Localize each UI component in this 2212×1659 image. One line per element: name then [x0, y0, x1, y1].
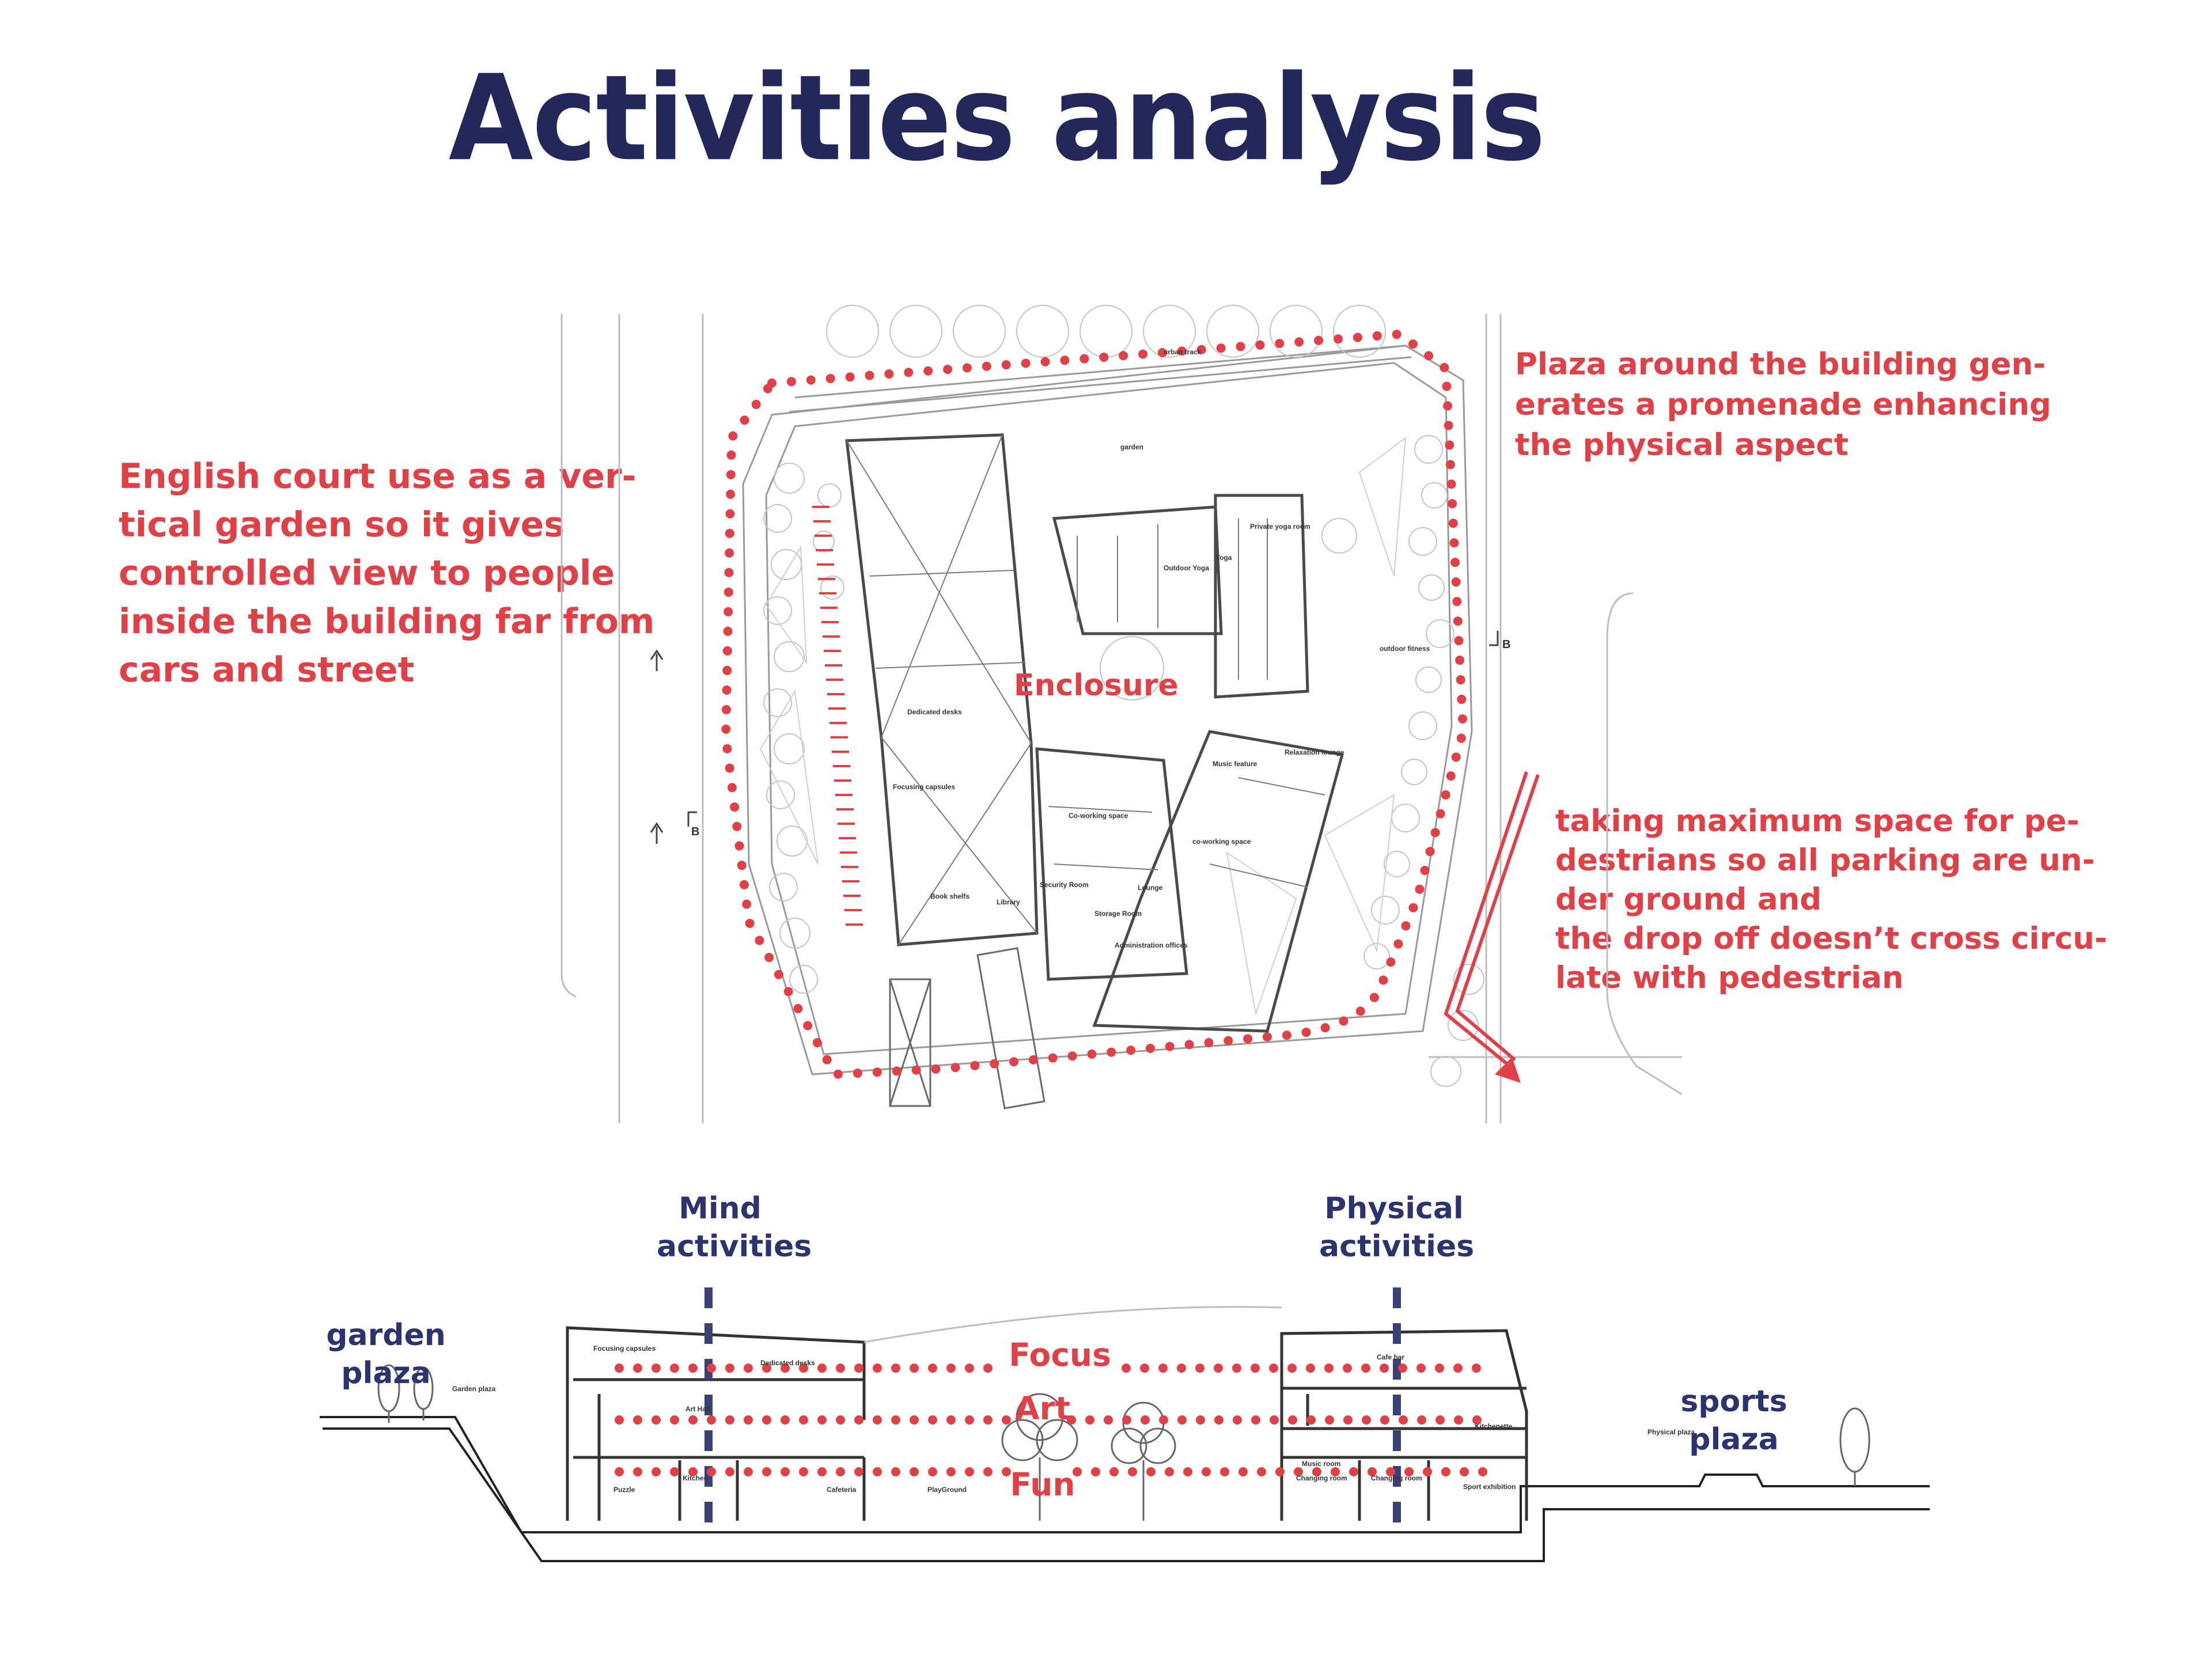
note-line: cars and street: [119, 650, 415, 690]
note-line: tical garden so it gives: [119, 505, 565, 545]
physical-activities-label: [1319, 1190, 1475, 1266]
room-label: Garden plaza: [452, 1385, 496, 1393]
label-line: activities: [1319, 1229, 1475, 1264]
room-label: Cafeteria: [827, 1486, 857, 1494]
label-line: Physical: [1324, 1191, 1464, 1226]
note-line: der ground and: [1555, 882, 1822, 917]
note-line: destrians so all parking are un-: [1555, 843, 2095, 878]
section-mark-b-right: B: [1502, 638, 1511, 651]
room-label: Focusing capsules: [593, 1344, 656, 1353]
note-line: the drop off doesn’t cross circu-: [1555, 921, 2108, 956]
room-label: Book shelfs: [930, 892, 970, 900]
enclosure-label: Enclosure: [1014, 668, 1179, 703]
level-fun-label: Fun: [1010, 1466, 1075, 1503]
room-label: Storage Room: [1094, 910, 1142, 918]
room-label: Music feature: [1213, 760, 1257, 768]
room-label: outdoor fitness: [1380, 645, 1430, 653]
level-focus-label: Focus: [1009, 1336, 1111, 1373]
room-label: Yoga: [1215, 554, 1232, 562]
room-label: Outdoor Yoga: [1164, 564, 1209, 572]
label-line: sports: [1680, 1384, 1787, 1419]
section-mark-b-left: B: [691, 825, 700, 838]
note-line: controlled view to people: [119, 553, 615, 593]
room-label: Security Room: [1040, 881, 1089, 889]
mind-activities-label: [657, 1190, 812, 1266]
room-label: garden: [1120, 443, 1144, 451]
room-label: Changing room: [1296, 1474, 1347, 1482]
room-label: Private yoga room: [1250, 522, 1310, 531]
room-label: Physical plaza: [1647, 1428, 1695, 1436]
note-line: taking maximum space for pe-: [1555, 804, 2080, 839]
page-title: Activities analysis: [448, 50, 1545, 187]
room-label: Dedicated desks: [760, 1359, 815, 1367]
room-label: Library: [997, 898, 1020, 906]
room-label: Kitchenette: [1475, 1422, 1513, 1430]
left-building: [567, 1328, 864, 1521]
room-label: Cafe bar: [1377, 1353, 1405, 1361]
label-line: Mind: [679, 1191, 762, 1226]
room-label: Sport exhibition: [1463, 1483, 1516, 1491]
room-label: co-working space: [1192, 838, 1251, 846]
label-line: plaza: [341, 1356, 431, 1391]
room-label: Art Hall: [685, 1405, 710, 1413]
note-line: English court use as a ver-: [119, 456, 637, 497]
room-label: Lounge: [1138, 884, 1163, 892]
label-line: plaza: [1689, 1422, 1779, 1457]
room-label: Dedicated desks: [907, 708, 962, 716]
note-line: inside the building far from: [119, 601, 655, 642]
level-art-label: Art: [1015, 1390, 1070, 1427]
label-line: garden: [326, 1318, 446, 1353]
room-label: Music room: [1302, 1460, 1341, 1468]
note-line: the physical aspect: [1515, 427, 1849, 463]
room-label: Kitchen: [683, 1474, 709, 1482]
room-label: Co-working space: [1069, 812, 1128, 820]
garden-plaza-label: [323, 1316, 449, 1392]
room-label: PlayGround: [927, 1486, 967, 1494]
room-label: Focusing capsules: [893, 783, 956, 791]
label-line: activities: [657, 1229, 812, 1264]
room-label: Changing room: [1371, 1474, 1422, 1482]
section-trees: [378, 1365, 1869, 1521]
room-label: Administration offices: [1115, 941, 1188, 949]
note-line: erates a promenade enhancing: [1515, 387, 2051, 422]
note-line: late with pedestrian: [1555, 960, 1904, 995]
sports-plaza-label: [1671, 1382, 1797, 1459]
note-line: Plaza around the building gen-: [1515, 347, 2046, 382]
room-label: Relaxation lounge: [1285, 748, 1344, 756]
room-label: urban track: [1164, 348, 1202, 356]
room-label: Puzzle: [613, 1486, 635, 1494]
